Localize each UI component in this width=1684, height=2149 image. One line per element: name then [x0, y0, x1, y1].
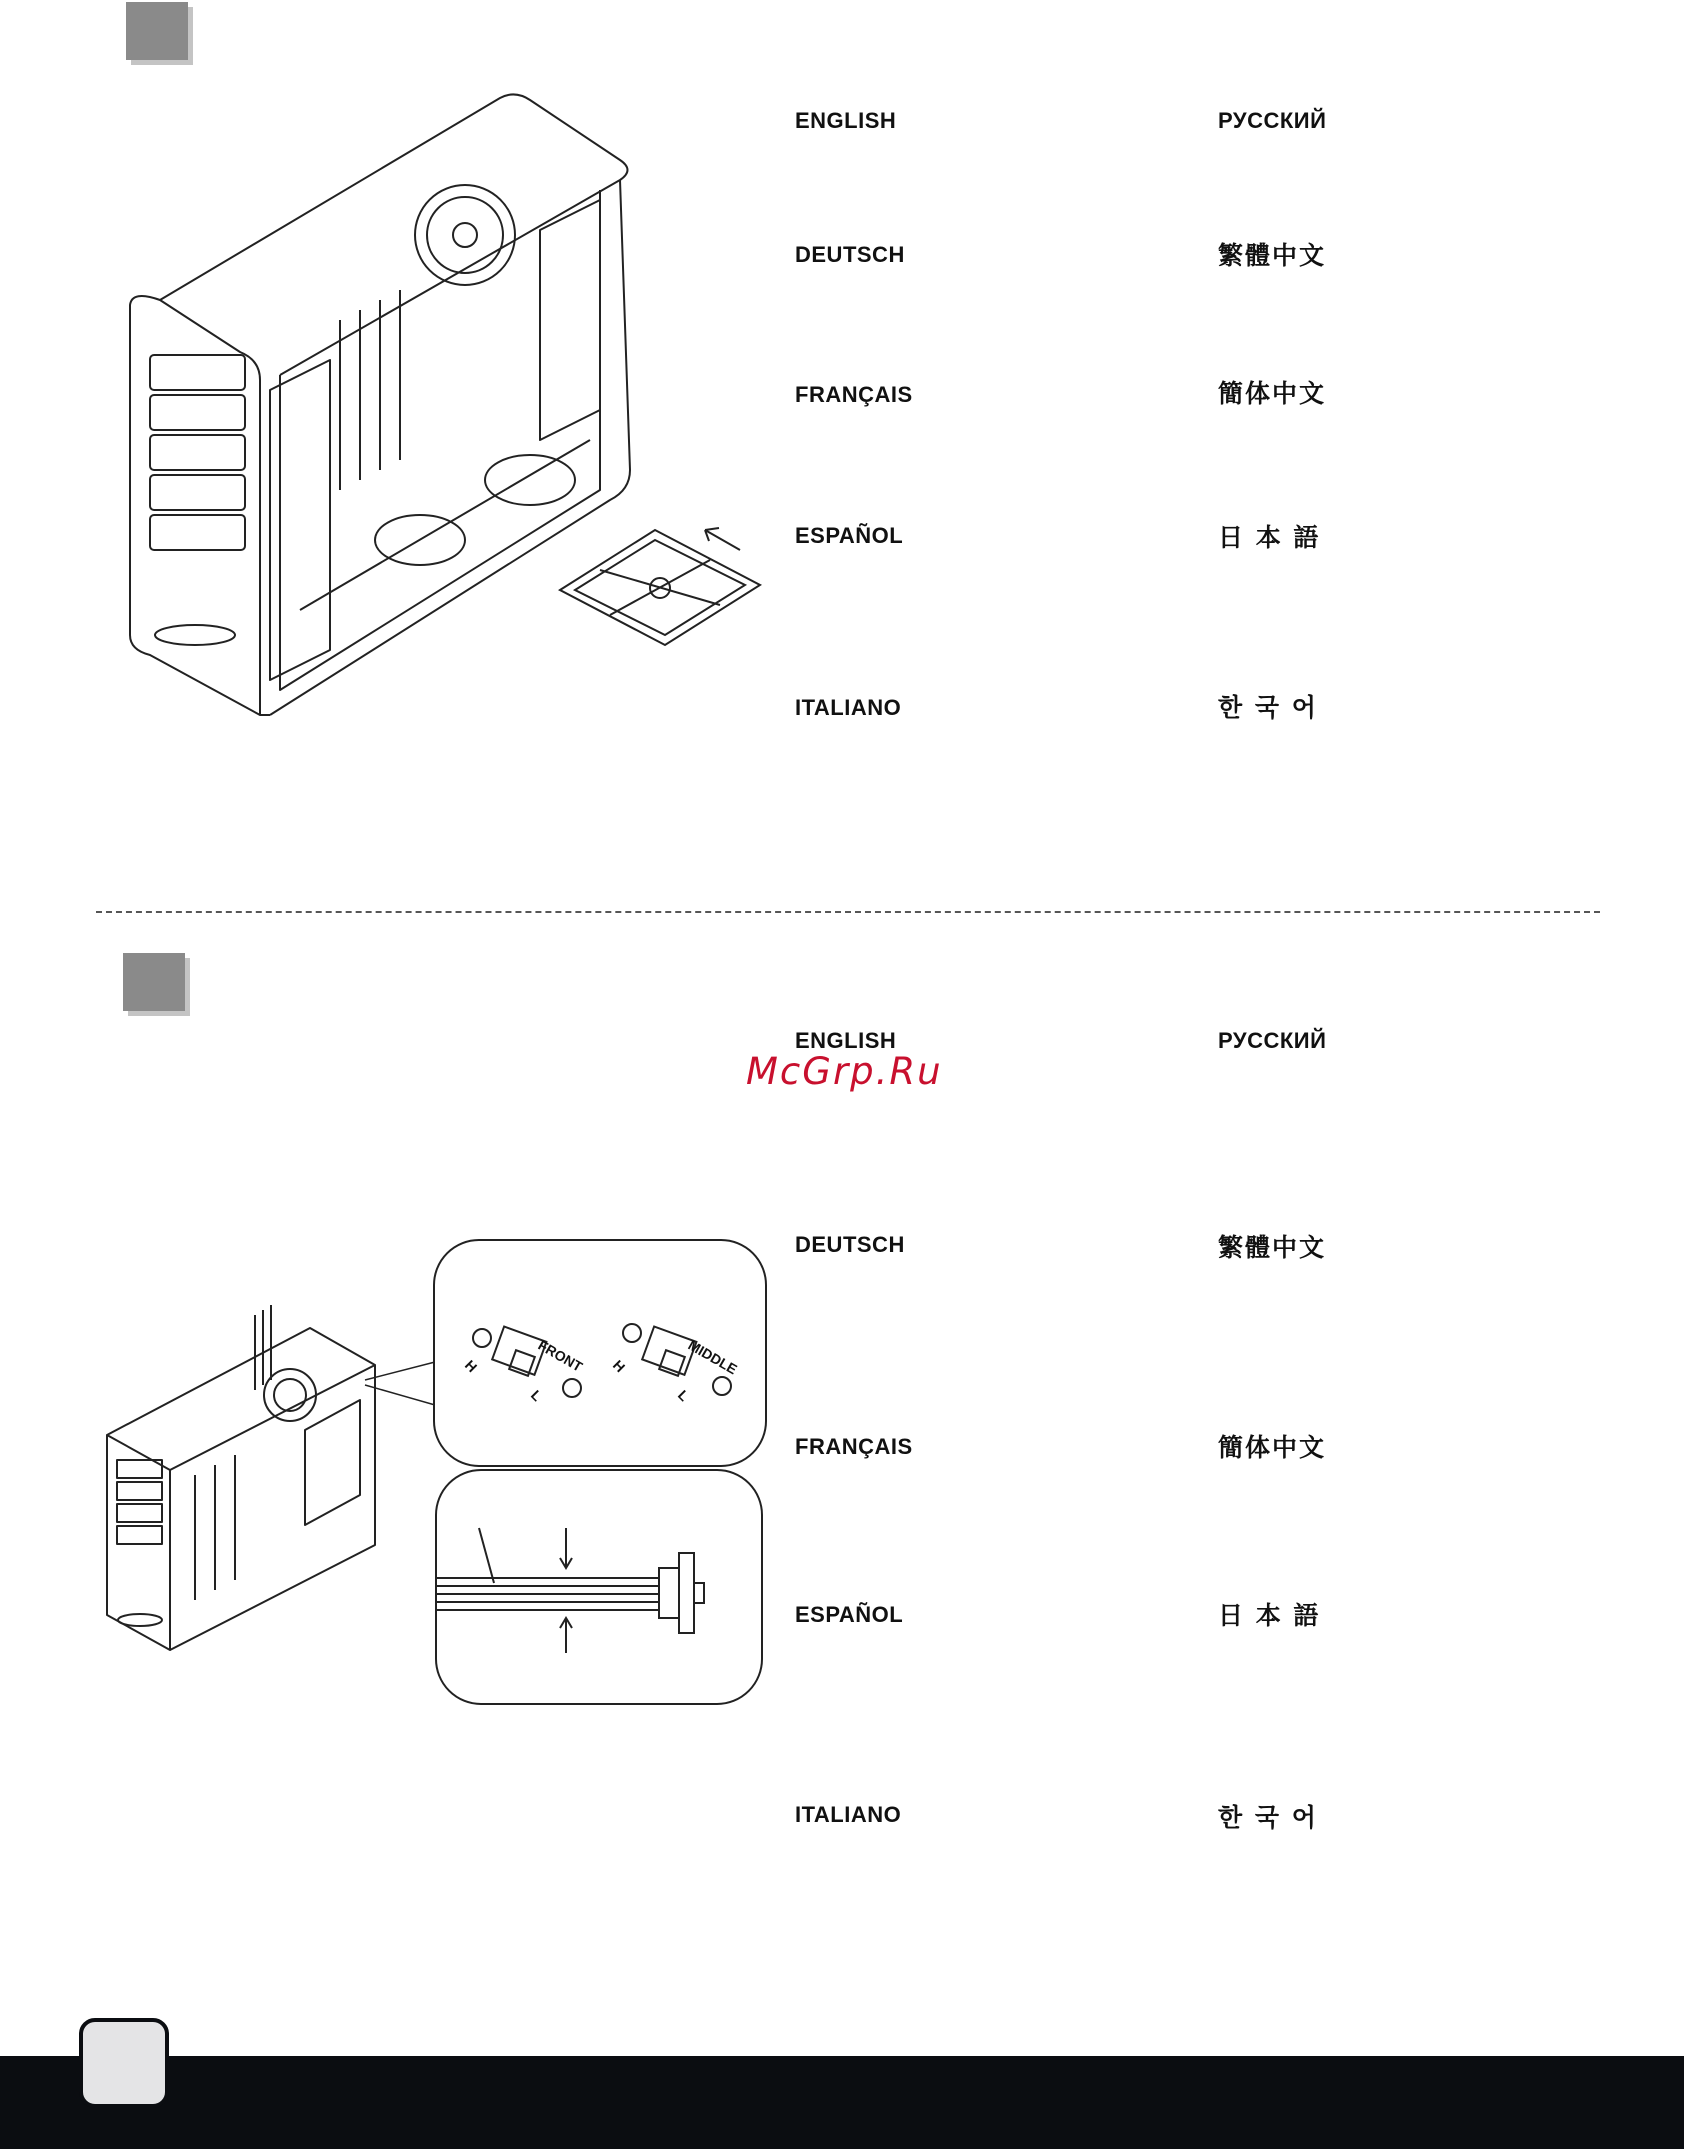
step-marker-1 — [126, 2, 188, 60]
lang-label-russian: РУССКИЙ — [1218, 108, 1327, 133]
lang-label-espanol: ESPAÑOL — [795, 523, 904, 548]
lang-label-francais-2: FRANÇAIS — [795, 1434, 913, 1459]
case-illustration-filter — [120, 90, 770, 730]
lang-label-deutsch: DEUTSCH — [795, 242, 905, 267]
label-middle: MIDDLE — [685, 1336, 740, 1378]
lang-label-trad-chinese-2: 繁體中文 — [1218, 1233, 1327, 1262]
footer-bar — [0, 2056, 1684, 2149]
watermark: McGrp.Ru — [746, 1050, 943, 1093]
lang-label-trad-chinese: 繁體中文 — [1218, 241, 1327, 270]
lang-label-francais: FRANÇAIS — [795, 382, 913, 407]
lang-label-korean-2: 한 국 어 — [1218, 1803, 1318, 1832]
label-h-1: H — [461, 1356, 481, 1376]
lang-label-korean: 한 국 어 — [1218, 693, 1318, 722]
lang-label-russian-2: РУССКИЙ — [1218, 1028, 1327, 1053]
section-divider — [96, 911, 1600, 913]
lang-label-japanese-2: 日 本 語 — [1218, 1601, 1321, 1630]
lang-label-deutsch-2: DEUTSCH — [795, 1232, 905, 1257]
lang-label-italiano: ITALIANO — [795, 695, 902, 720]
lang-label-espanol-2: ESPAÑOL — [795, 1602, 904, 1627]
callout-lines — [360, 1360, 440, 1420]
zoom-fan-switches — [432, 1238, 768, 1468]
lang-label-simp-chinese-2: 簡体中文 — [1218, 1433, 1327, 1462]
lang-label-english-2: ENGLISH — [795, 1028, 897, 1053]
label-h-2: H — [609, 1356, 629, 1376]
lang-label-italiano-2: ITALIANO — [795, 1802, 902, 1827]
label-l-1: L — [527, 1386, 546, 1405]
case-illustration-small — [105, 1300, 385, 1660]
label-front: FRONT — [535, 1336, 586, 1375]
lang-label-japanese: 日 本 語 — [1218, 523, 1321, 552]
step-marker-2 — [123, 953, 185, 1011]
zoom-fan-cable — [434, 1468, 764, 1706]
lang-label-simp-chinese: 簡体中文 — [1218, 379, 1327, 408]
lang-label-english: ENGLISH — [795, 108, 897, 133]
page-number-badge — [79, 2018, 169, 2108]
label-l-2: L — [674, 1386, 693, 1405]
